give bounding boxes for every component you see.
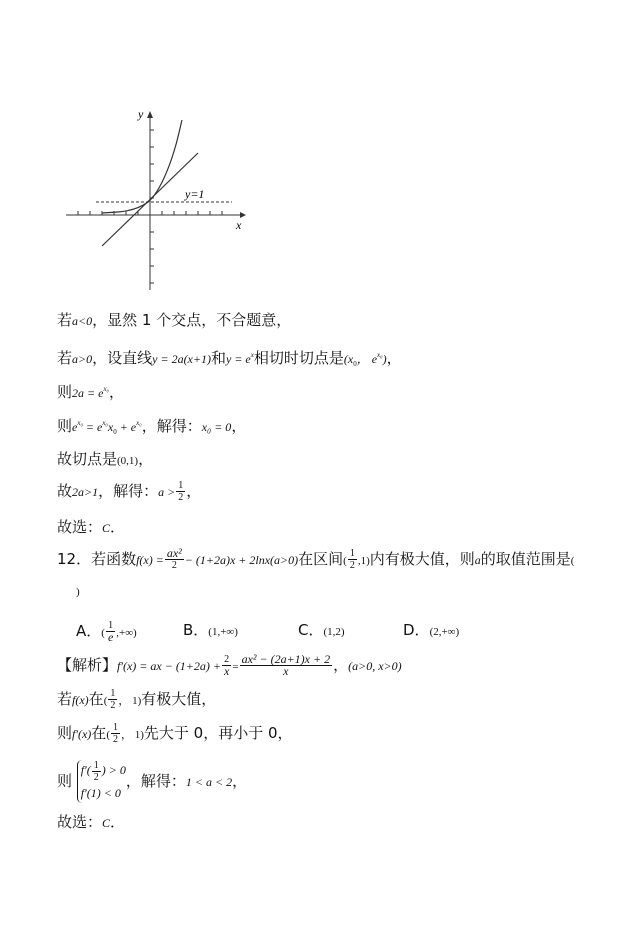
option-d: D．(2,+∞) xyxy=(403,621,460,639)
text-line-6: 故2a>1，解得：a > $\frac{1}{2}$ ， xyxy=(57,480,202,503)
exponential-curve xyxy=(102,120,182,213)
option-a: A．( 1 e ,+∞) xyxy=(76,620,137,644)
function-graph xyxy=(0,0,642,300)
text-line-11-system: 则 f′( $\frac{1}{2}$ ) > 0 f′(1) < 0 ，解得：1 < a < 2， xyxy=(57,760,247,803)
option-c: C．(1,2) xyxy=(298,621,345,639)
inequality-system: f′( $\frac{1}{2}$ ) > 0 f′(1) < 0 xyxy=(77,760,126,803)
y1-label: y=1 xyxy=(185,187,205,201)
text-line-1: 若a<0，显然 1 个交点，不合题意， xyxy=(57,311,292,329)
text-line-10: 则f′(x)在( $\frac{1}{2}$ ， 1)先大于 0，再小于 0， xyxy=(57,722,293,745)
text-line-12: 故选：C． xyxy=(57,813,126,831)
y-axis-label: y xyxy=(138,107,144,121)
x-axis-label: x xyxy=(236,218,242,232)
question-12: 12．若函数f(x) = ax² 2 − (1+2a)x + 2lnx(a>0)在区间( $\frac{1}{2}$ ,1)内有极大值，则a的取值范围是( xyxy=(57,546,575,571)
text-line-5: 故切点是(0,1)， xyxy=(57,450,154,468)
text-line-9: 若f(x)在( $\frac{1}{2}$ ， 1)有极大值， xyxy=(57,688,217,711)
text-line-7: 故选：C． xyxy=(57,518,126,536)
solution-derivative: 【解析】f′(x) = ax − (1+2a) + 2 x = $\frac{\text{ax² − (2a+1)x + 2}}{x}$ ，(a>0, x>0) xyxy=(57,652,402,678)
x-axis xyxy=(66,211,246,218)
text-line-4: 则$e^{x_0} = e^{x_0}x_0 + e^{x_0}$，解得：x₀ = 0， xyxy=(57,417,247,436)
option-b: B．(1,+∞) xyxy=(183,621,238,639)
question-12-close-paren: ) xyxy=(76,586,80,598)
text-line-2: 若a>0，设直线y = 2a(x+1)和$y = e^x$相切时切点是($x_0$， $e^{x_0}$)， xyxy=(57,349,402,368)
text-line-3: 则$2a = e^{x_0}$， xyxy=(57,383,125,401)
